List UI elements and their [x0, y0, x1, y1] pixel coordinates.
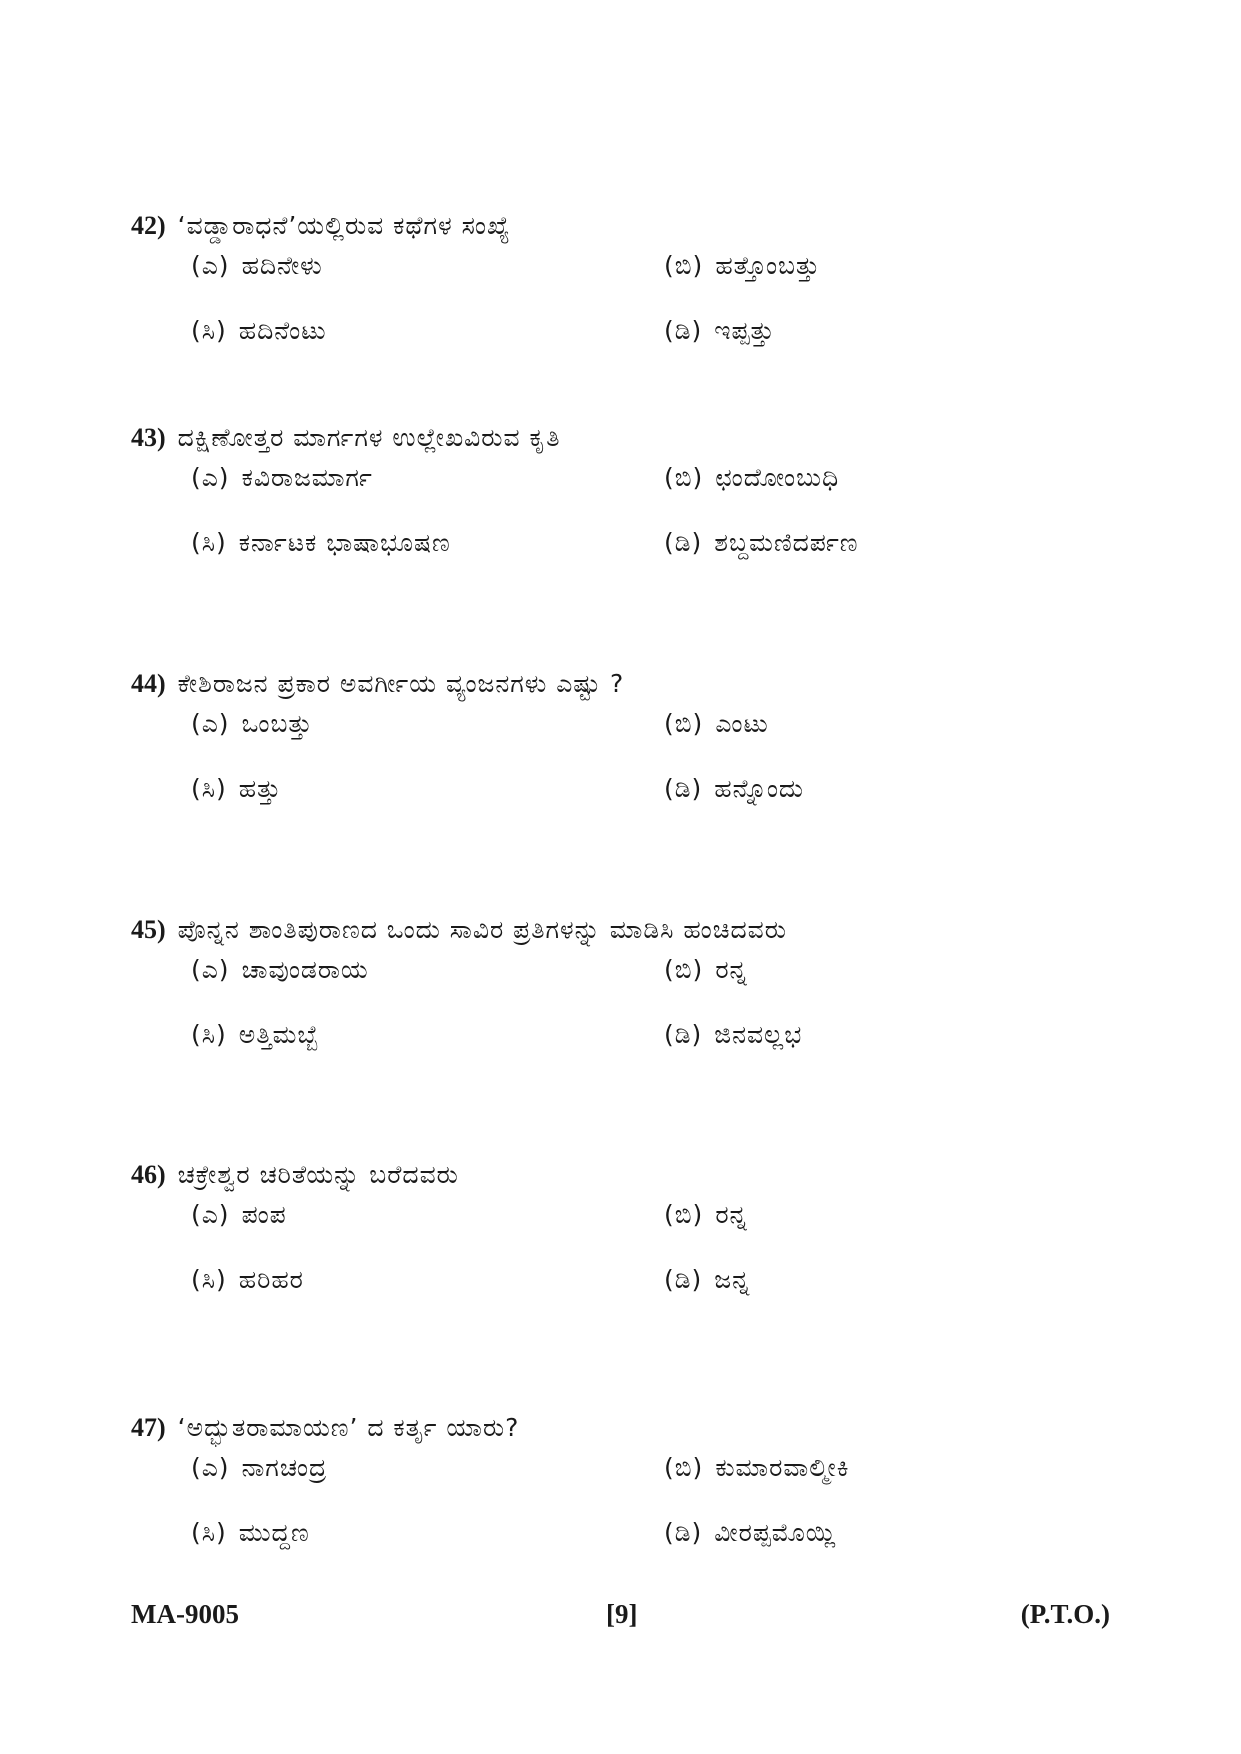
option-text: ಜಿನವಲ್ಲಭ	[714, 1020, 803, 1049]
option-label: (ಸಿ)	[191, 1518, 227, 1547]
option-row	[131, 1450, 1131, 1486]
page-footer	[131, 1594, 1110, 1634]
option-text: ಎಂಟು	[715, 709, 769, 738]
option-c	[191, 1017, 319, 1053]
question-text: ‘ವಡ್ಡಾರಾಧನೆ’ಯಲ್ಲಿರುವ ಕಥೆಗಳ ಸಂಖ್ಯೆ	[177, 211, 511, 240]
option-label: (ಡಿ)	[664, 316, 703, 345]
option-text: ರನ್ನ	[715, 955, 748, 984]
option-row	[131, 460, 1131, 496]
option-label: (ಡಿ)	[664, 1265, 703, 1294]
option-label: (ಬಿ)	[664, 709, 704, 738]
question-text: ‘ಅದ್ಭುತರಾಮಾಯಣ’ ದ ಕರ್ತೃ ಯಾರು?	[177, 1413, 520, 1442]
option-row	[131, 1197, 1131, 1233]
option-a	[191, 460, 373, 496]
option-text: ಇಪ್ಪತ್ತು	[714, 316, 775, 345]
option-label: (ಎ)	[191, 1453, 230, 1482]
option-text: ಚಾವುಂಡರಾಯ	[241, 955, 369, 984]
question-number: 44)	[131, 669, 166, 698]
option-label: (ಡಿ)	[664, 1020, 703, 1049]
option-row	[131, 952, 1131, 988]
option-label: (ಬಿ)	[664, 1200, 704, 1229]
option-c	[191, 1515, 310, 1551]
option-b	[664, 952, 748, 988]
question-stem	[131, 912, 1131, 948]
option-label: (ಎ)	[191, 1200, 230, 1229]
question-stem	[131, 1157, 1131, 1193]
option-text: ಅತ್ತಿಮಬ್ಬೆ	[238, 1020, 320, 1049]
option-text: ರನ್ನ	[715, 1200, 748, 1229]
option-label: (ಬಿ)	[664, 463, 704, 492]
option-text: ಹರಿಹರ	[238, 1265, 304, 1294]
option-row	[131, 313, 1131, 349]
option-label: (ಎ)	[191, 251, 230, 280]
option-text: ಕವಿರಾಜಮಾರ್ಗ	[241, 463, 373, 492]
option-d	[664, 1515, 837, 1551]
paper-code: MA-9005	[131, 1599, 239, 1629]
option-text: ನಾಗಚಂದ್ರ	[241, 1453, 328, 1482]
option-row	[131, 771, 1131, 807]
question-number: 43)	[131, 423, 166, 452]
option-b	[664, 1450, 849, 1486]
question-number: 45)	[131, 915, 166, 944]
option-a	[191, 1450, 327, 1486]
option-label: (ಸಿ)	[191, 528, 227, 557]
option-d	[664, 313, 775, 349]
option-text: ಹತ್ತು	[238, 774, 282, 803]
option-label: (ಬಿ)	[664, 251, 704, 280]
option-label: (ಡಿ)	[664, 1518, 703, 1547]
question-45	[131, 912, 1131, 1053]
option-b	[664, 1197, 748, 1233]
question-number: 47)	[131, 1413, 166, 1442]
option-row	[131, 1262, 1131, 1298]
option-label: (ಸಿ)	[191, 1265, 227, 1294]
option-a	[191, 248, 323, 284]
question-43	[131, 420, 1131, 561]
option-label: (ಸಿ)	[191, 316, 227, 345]
option-text: ಕುಮಾರವಾಲ್ಮೀಕಿ	[715, 1453, 850, 1482]
option-label: (ಬಿ)	[664, 1453, 704, 1482]
option-row	[131, 1515, 1131, 1551]
option-a	[191, 706, 313, 742]
option-a	[191, 952, 369, 988]
option-text: ಪಂಪ	[241, 1200, 287, 1229]
option-text: ವೀರಪ್ಪಮೊಯ್ಲಿ	[714, 1518, 837, 1547]
question-text: ಪೊನ್ನನ ಶಾಂತಿಪುರಾಣದ ಒಂದು ಸಾವಿರ ಪ್ರತಿಗಳನ್ನು ಮಾಡಿಸಿ ಹಂಚಿದವರು	[177, 915, 787, 944]
question-stem	[131, 208, 1131, 244]
option-row	[131, 248, 1131, 284]
option-text: ಜನ್ನ	[714, 1265, 751, 1294]
option-label: (ಎ)	[191, 463, 230, 492]
option-d	[664, 1017, 802, 1053]
option-d	[664, 525, 859, 561]
option-c	[191, 525, 451, 561]
option-text: ಕರ್ನಾಟಕ ಭಾಷಾಭೂಷಣ	[238, 528, 451, 557]
option-c	[191, 771, 281, 807]
question-text: ಚಕ್ರೇಶ್ವರ ಚರಿತೆಯನ್ನು ಬರೆದವರು	[177, 1160, 459, 1189]
question-46	[131, 1157, 1131, 1298]
option-text: ಛಂದೋಂಬುಧಿ	[715, 463, 840, 492]
option-row	[131, 706, 1131, 742]
option-label: (ಸಿ)	[191, 774, 227, 803]
option-c	[191, 1262, 304, 1298]
option-text: ಹತ್ತೊಂಬತ್ತು	[715, 251, 821, 280]
please-turn-over: (P.T.O.)	[1020, 1599, 1110, 1629]
option-d	[664, 771, 804, 807]
question-stem	[131, 1410, 1131, 1446]
question-number: 42)	[131, 211, 166, 240]
option-text: ಹನ್ನೊಂದು	[714, 774, 804, 803]
question-text: ದಕ್ಷಿಣೋತ್ತರ ಮಾರ್ಗಗಳ ಉಲ್ಲೇಖವಿರುವ ಕೃತಿ	[177, 423, 561, 452]
question-stem	[131, 420, 1131, 456]
option-label: (ಡಿ)	[664, 528, 703, 557]
option-text: ಹದಿನೇಳು	[241, 251, 323, 280]
option-label: (ಸಿ)	[191, 1020, 227, 1049]
option-row	[131, 1017, 1131, 1053]
option-b	[664, 248, 820, 284]
option-text: ಒಂಬತ್ತು	[241, 709, 313, 738]
option-label: (ಎ)	[191, 955, 230, 984]
option-d	[664, 1262, 750, 1298]
option-label: (ಬಿ)	[664, 955, 704, 984]
option-b	[664, 460, 839, 496]
question-47	[131, 1410, 1131, 1551]
option-text: ಶಬ್ದಮಣಿದರ್ಪಣ	[714, 528, 859, 557]
option-c	[191, 313, 327, 349]
option-a	[191, 1197, 287, 1233]
page-number: [9]	[606, 1599, 638, 1629]
question-number: 46)	[131, 1160, 166, 1189]
option-row	[131, 525, 1131, 561]
option-label: (ಡಿ)	[664, 774, 703, 803]
question-text: ಕೇಶಿರಾಜನ ಪ್ರಕಾರ ಅವರ್ಗೀಯ ವ್ಯಂಜನಗಳು ಎಷ್ಟು ?	[177, 669, 625, 698]
option-text: ಹದಿನೆಂಟು	[238, 316, 327, 345]
question-44	[131, 666, 1131, 807]
option-b	[664, 706, 769, 742]
question-42	[131, 208, 1131, 349]
question-stem	[131, 666, 1131, 702]
option-text: ಮುದ್ದಣ	[238, 1518, 310, 1547]
option-label: (ಎ)	[191, 709, 230, 738]
